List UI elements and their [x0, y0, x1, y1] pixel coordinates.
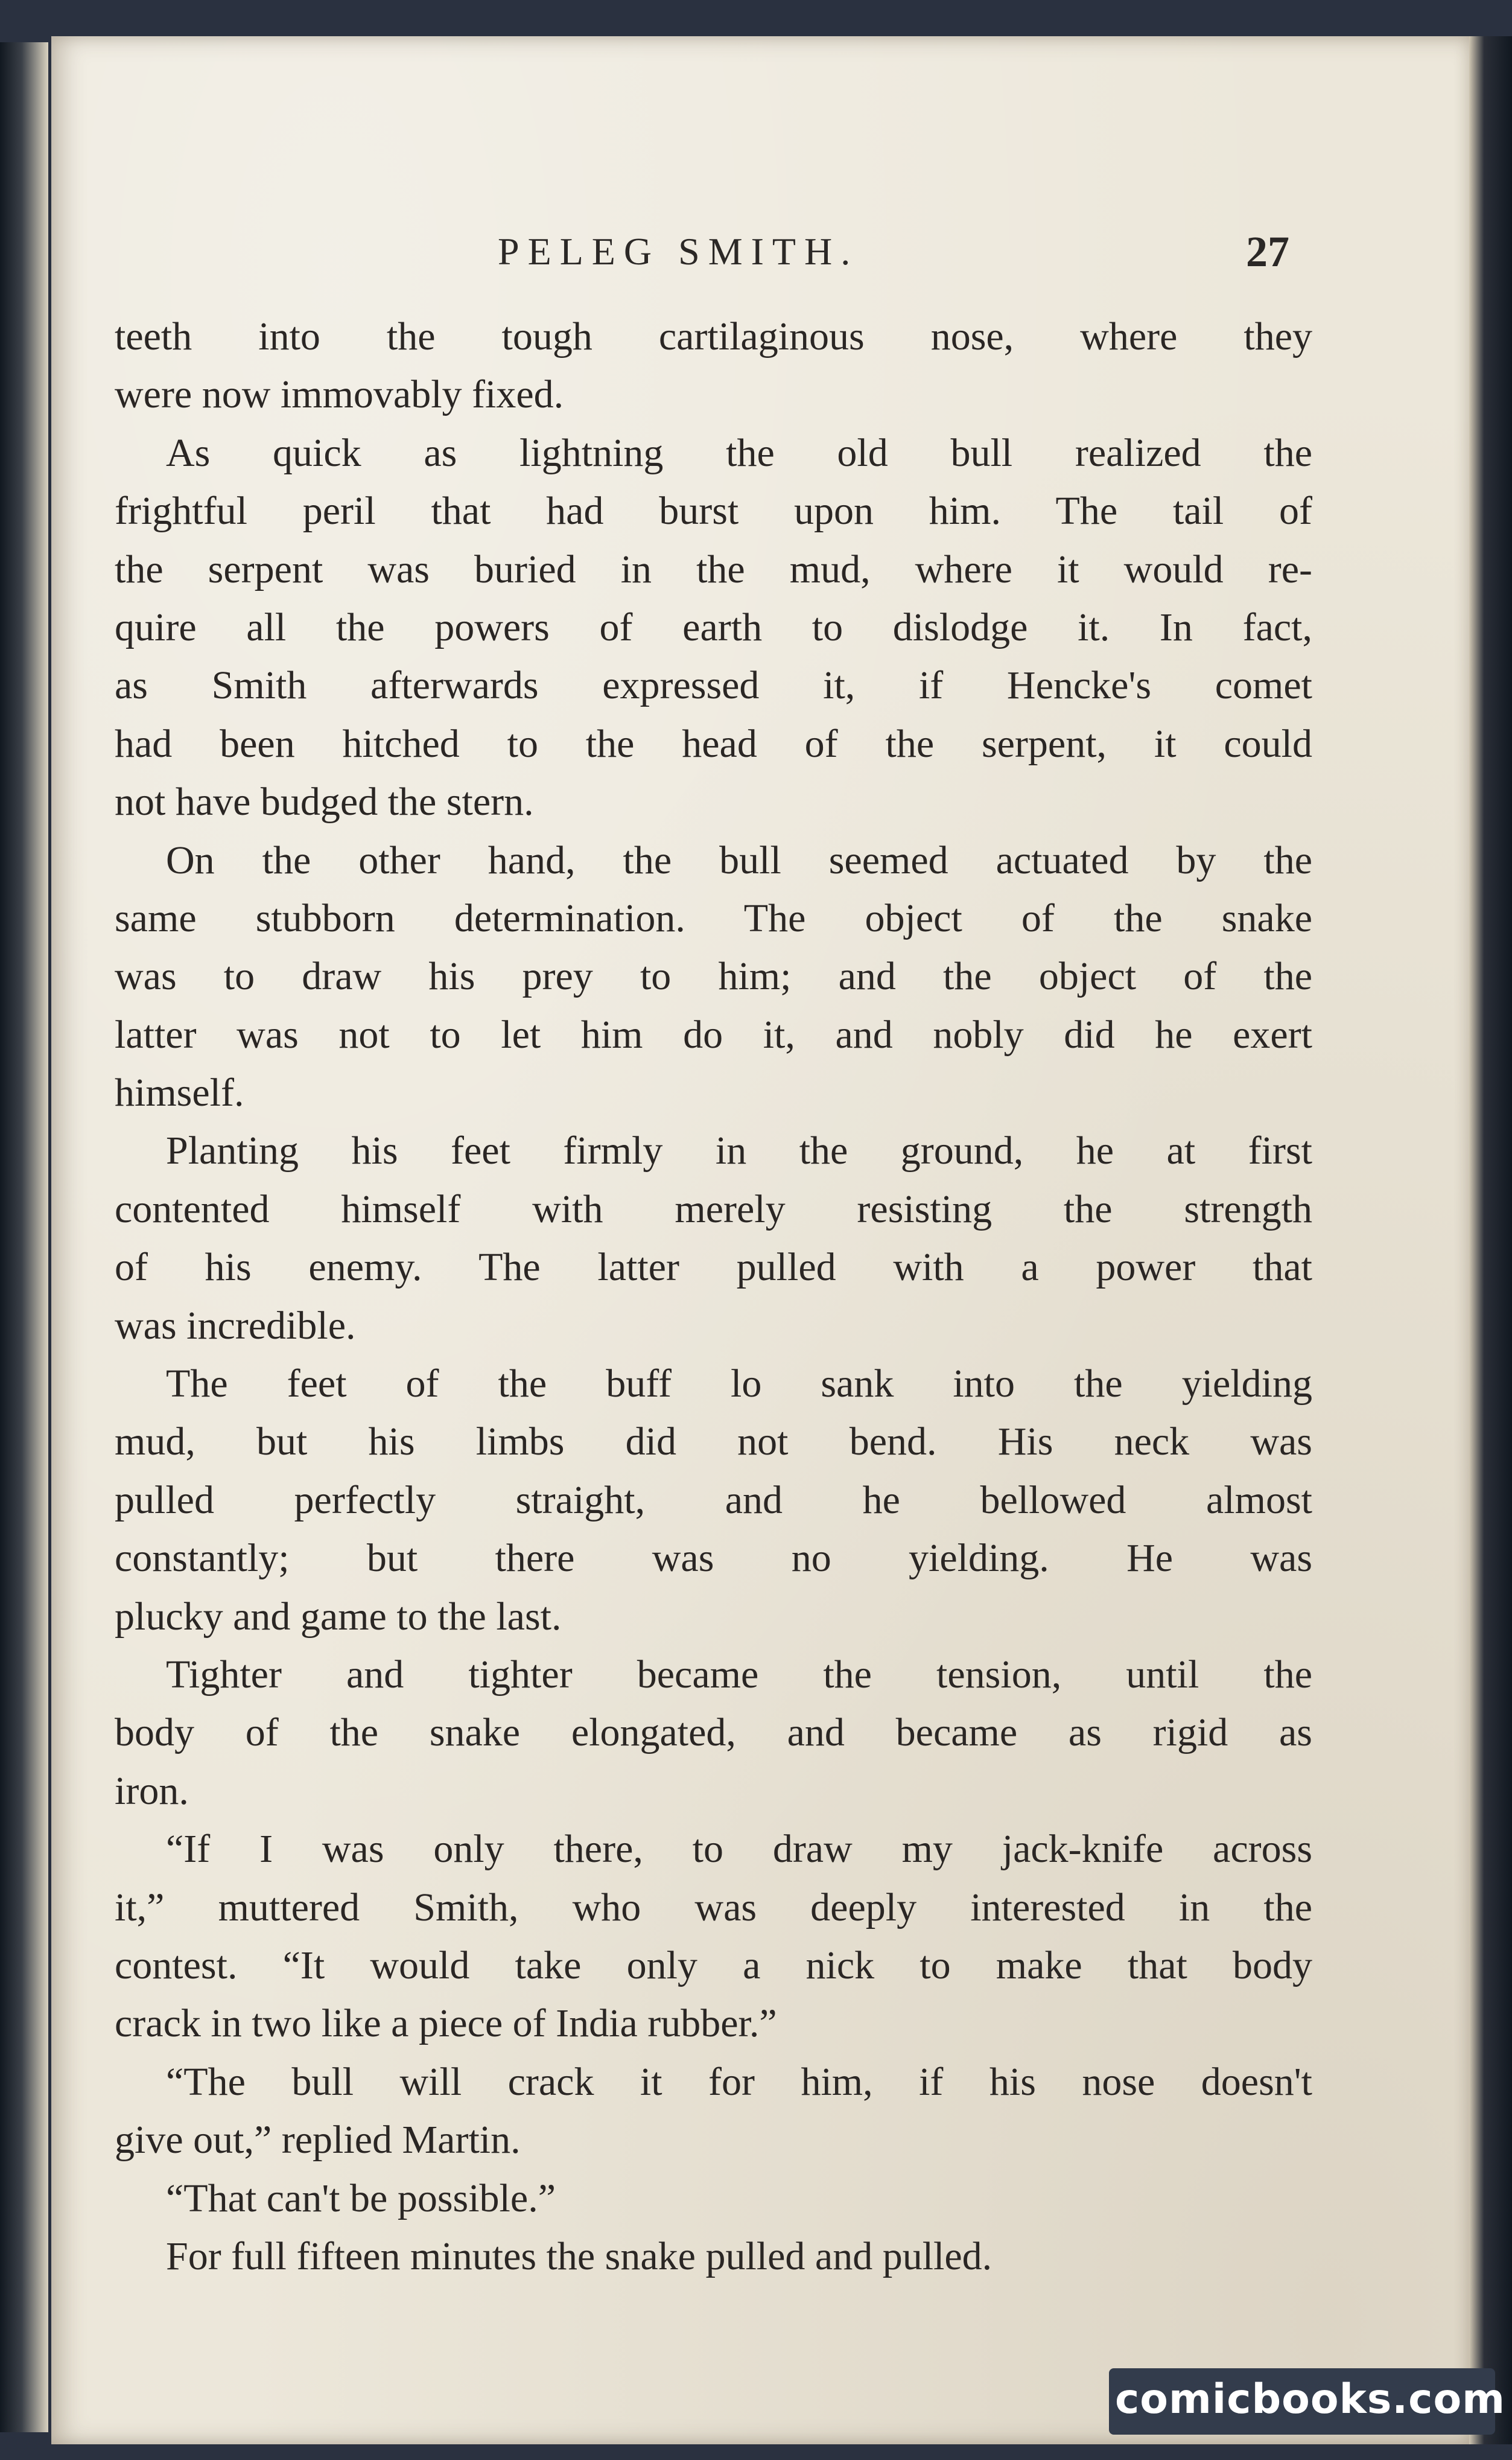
body-text [115, 308, 1312, 2286]
watermark-text: comicbooks.com [1115, 2376, 1506, 2423]
text-line: Tighter and tighter became the tension, until the [166, 1652, 1312, 1697]
text-line: teeth into the tough cartilaginous nose, where they [115, 314, 1312, 358]
text-line: plucky and game to the last. [115, 1594, 562, 1639]
left-page-edge [0, 42, 48, 2432]
text-line: pulled perfectly straight, and he bellowed almost [115, 1477, 1312, 1522]
text-line: was to draw his prey to him; and the object of the [115, 954, 1312, 999]
text-line: constantly; but there was no yielding. He was [115, 1536, 1312, 1581]
text-line: “That can't be possible.” [166, 2176, 556, 2220]
page-header [51, 229, 1306, 284]
text-line: “The bull will crack it for him, if his nose doesn't [166, 2059, 1312, 2104]
text-line: were now immovably fixed. [115, 372, 564, 417]
text-line: not have budged the stern. [115, 780, 534, 824]
text-line: was incredible. [115, 1303, 356, 1348]
text-line: frightful peril that had burst upon him. The tail of [115, 489, 1312, 534]
text-line: latter was not to let him do it, and nobly did he exert [115, 1012, 1312, 1057]
text-line: iron. [115, 1768, 189, 1813]
text-line: it,” muttered Smith, who was deeply interested in the [115, 1885, 1312, 1929]
text-line: of his enemy. The latter pulled with a power that [115, 1245, 1312, 1290]
text-line: as Smith afterwards expressed it, if Hencke's comet [115, 663, 1312, 708]
text-line: For full fifteen minutes the snake pulled and pulled. [166, 2234, 993, 2278]
text-line: On the other hand, the bull seemed actuated by the [166, 838, 1312, 882]
text-line: contented himself with merely resisting the strength [115, 1187, 1312, 1231]
text-line: crack in two like a piece of India rubber.” [115, 2001, 777, 2046]
text-line: As quick as lightning the old bull realized the [166, 430, 1312, 475]
text-line: body of the snake elongated, and became as rigid as [115, 1710, 1312, 1755]
text-line: Planting his feet firmly in the ground, he at first [166, 1129, 1312, 1173]
text-line: the serpent was buried in the mud, where it would re- [115, 547, 1312, 591]
text-line: mud, but his limbs did not bend. His neck was [115, 1420, 1312, 1464]
text-line: same stubborn determination. The object of the snake [115, 896, 1312, 940]
text-line: The feet of the buff lo sank into the yielding [166, 1362, 1312, 1406]
text-line: had been hitched to the head of the serpent, it could [115, 721, 1312, 766]
book-page [51, 36, 1469, 2444]
text-line: “If I was only there, to draw my jack-knife across [166, 1827, 1312, 1872]
text-line: quire all the powers of earth to dislodge it. In fact, [115, 605, 1312, 649]
text-line: contest. “It would take only a nick to make that body [115, 1943, 1312, 1987]
text-line: himself. [115, 1071, 244, 1115]
right-page-edge [1469, 36, 1512, 2444]
text-line: give out,” replied Martin. [115, 2118, 521, 2162]
watermark-badge [1109, 2368, 1506, 2435]
page-number: 27 [1246, 228, 1289, 276]
running-head: PELEG SMITH. [498, 230, 859, 273]
